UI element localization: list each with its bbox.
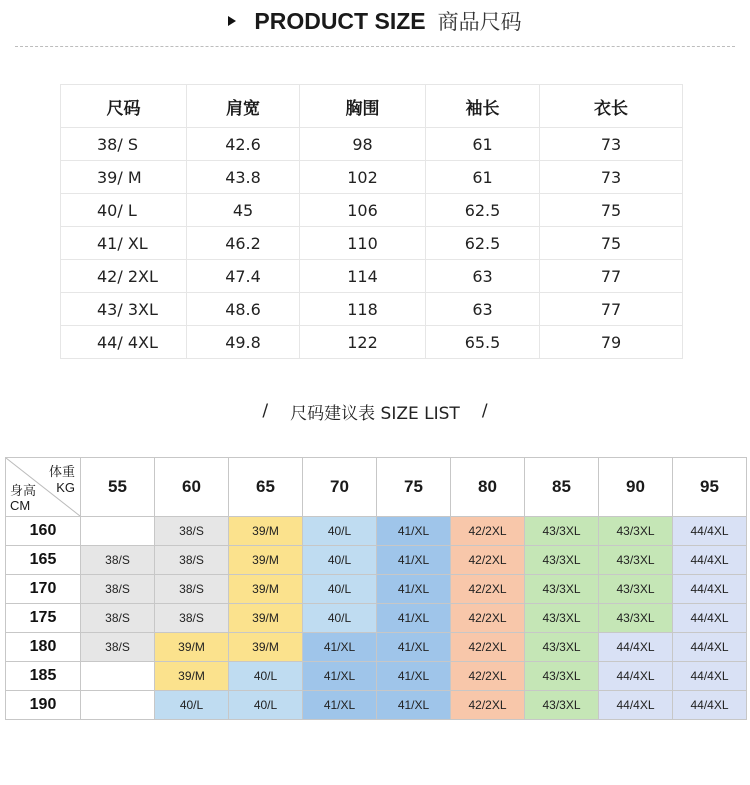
size-suggestion-cell: 41/XL [377,633,451,662]
measure-cell: 73 [540,161,683,194]
measure-cell: 45 [187,194,300,227]
product-table-row [61,227,683,260]
size-recommendation-table [5,457,747,720]
size-suggestion-cell: 38/S [81,546,155,575]
col-header: 袖长 [426,85,540,128]
size-suggestion-cell: 39/M [229,575,303,604]
product-table-row [61,194,683,227]
measure-cell: 77 [540,293,683,326]
weight-header-cell: 90 [599,458,673,517]
play-triangle-icon [228,16,236,26]
size-cell: 44/ 4XL [61,326,187,359]
size-suggestion-cell: 42/2XL [451,662,525,691]
measure-cell: 118 [300,293,426,326]
size-suggestion-cell: 42/2XL [451,575,525,604]
height-cell: 170 [6,575,81,604]
title-chinese: 商品尺码 [437,10,522,34]
measure-cell: 62.5 [426,227,540,260]
size-suggestion-cell: 44/4XL [673,662,747,691]
measure-cell: 65.5 [426,326,540,359]
measure-cell: 75 [540,227,683,260]
size-suggestion-cell: 43/3XL [599,546,673,575]
size-list-body [6,517,747,720]
col-header: 尺码 [61,85,187,128]
measure-cell: 114 [300,260,426,293]
product-table-row [61,260,683,293]
height-cell: 190 [6,691,81,720]
size-suggestion-cell: 44/4XL [673,691,747,720]
size-suggestion-cell: 40/L [303,517,377,546]
product-table-row [61,326,683,359]
measure-cell: 46.2 [187,227,300,260]
size-suggestion-cell: 38/S [81,604,155,633]
size-suggestion-cell: 43/3XL [525,546,599,575]
size-cell: 38/ S [61,128,187,161]
size-suggestion-cell [81,691,155,720]
size-suggestion-cell: 42/2XL [451,691,525,720]
size-suggestion-cell: 42/2XL [451,604,525,633]
size-suggestion-cell: 43/3XL [525,633,599,662]
size-suggestion-cell: 43/3XL [525,691,599,720]
measure-cell: 77 [540,260,683,293]
size-suggestion-cell: 41/XL [377,691,451,720]
weight-header-cell: 75 [377,458,451,517]
weight-header-cell: 85 [525,458,599,517]
weight-header-row [6,458,747,517]
measure-cell: 61 [426,161,540,194]
weight-header-cell: 80 [451,458,525,517]
product-table-body [61,128,683,359]
size-suggestion-cell: 40/L [155,691,229,720]
size-suggestion-cell: 42/2XL [451,517,525,546]
measure-cell: 98 [300,128,426,161]
size-suggestion-cell: 44/4XL [599,633,673,662]
size-cell: 40/ L [61,194,187,227]
size-suggestion-cell: 40/L [303,604,377,633]
measure-cell: 122 [300,326,426,359]
size-suggestion-cell: 44/4XL [599,662,673,691]
weight-label: 体重 [48,465,75,480]
size-cell: 43/ 3XL [61,293,187,326]
size-suggestion-cell: 44/4XL [673,517,747,546]
size-suggestion-cell: 43/3XL [599,517,673,546]
slash-divider: / [262,401,269,421]
product-table-row [61,293,683,326]
size-suggestion-cell [81,517,155,546]
size-suggestion-cell: 41/XL [303,691,377,720]
title-english: PRODUCT SIZE [254,7,426,34]
size-suggestion-cell: 38/S [81,575,155,604]
size-list-row [6,546,747,575]
size-suggestion-cell: 39/M [229,517,303,546]
weight-header-cell: 65 [229,458,303,517]
size-suggestion-cell: 41/XL [303,633,377,662]
measure-cell: 75 [540,194,683,227]
size-list-heading [0,398,750,424]
height-cell: 185 [6,662,81,691]
product-table-row [61,161,683,194]
height-cell: 160 [6,517,81,546]
size-suggestion-cell: 41/XL [377,604,451,633]
size-suggestion-cell: 38/S [155,546,229,575]
size-suggestion-cell: 44/4XL [673,604,747,633]
size-suggestion-cell: 40/L [303,546,377,575]
size-suggestion-cell: 43/3XL [599,575,673,604]
size-suggestion-cell: 42/2XL [451,633,525,662]
size-suggestion-cell: 40/L [229,691,303,720]
size-suggestion-cell: 43/3XL [525,517,599,546]
weight-header-cell: 55 [81,458,155,517]
measure-cell: 42.6 [187,128,300,161]
measure-cell: 110 [300,227,426,260]
size-list-row [6,575,747,604]
size-suggestion-cell: 44/4XL [599,691,673,720]
weight-header-cell: 95 [673,458,747,517]
measure-cell: 106 [300,194,426,227]
size-cell: 41/ XL [61,227,187,260]
measure-cell: 62.5 [426,194,540,227]
size-cell: 42/ 2XL [61,260,187,293]
weight-header-cell: 70 [303,458,377,517]
size-suggestion-cell: 44/4XL [673,546,747,575]
size-suggestion-cell: 43/3XL [599,604,673,633]
size-suggestion-cell: 39/M [155,662,229,691]
product-table-row [61,128,683,161]
height-label: 身高 [10,484,37,499]
size-suggestion-cell: 38/S [155,604,229,633]
size-suggestion-cell: 43/3XL [525,604,599,633]
size-suggestion-cell: 44/4XL [673,575,747,604]
measure-cell: 102 [300,161,426,194]
size-suggestion-cell: 38/S [155,575,229,604]
size-suggestion-cell: 38/S [155,517,229,546]
size-list-row [6,633,747,662]
size-suggestion-cell: 41/XL [377,546,451,575]
weight-header-cell: 60 [155,458,229,517]
size-cell: 39/ M [61,161,187,194]
product-table-header-row [61,85,683,128]
corner-cell [6,458,81,517]
size-suggestion-cell: 43/3XL [525,662,599,691]
size-suggestion-cell: 40/L [229,662,303,691]
height-cell: 175 [6,604,81,633]
size-suggestion-cell: 41/XL [303,662,377,691]
measure-cell: 63 [426,293,540,326]
height-cell: 180 [6,633,81,662]
size-suggestion-cell: 44/4XL [673,633,747,662]
size-suggestion-cell: 39/M [155,633,229,662]
size-list-row [6,691,747,720]
measure-cell: 63 [426,260,540,293]
measure-cell: 48.6 [187,293,300,326]
col-header: 肩宽 [187,85,300,128]
size-suggestion-cell: 39/M [229,604,303,633]
col-header: 衣长 [540,85,683,128]
measure-cell: 43.8 [187,161,300,194]
size-suggestion-cell: 40/L [303,575,377,604]
dashed-divider [15,46,735,47]
size-suggestion-cell: 41/XL [377,517,451,546]
size-suggestion-cell: 38/S [81,633,155,662]
size-suggestion-cell: 41/XL [377,575,451,604]
size-list-row [6,662,747,691]
col-header: 胸围 [300,85,426,128]
measure-cell: 79 [540,326,683,359]
height-unit: CM [10,498,31,513]
size-suggestion-cell: 39/M [229,633,303,662]
size-suggestion-cell: 41/XL [377,662,451,691]
size-suggestion-cell: 42/2XL [451,546,525,575]
size-suggestion-cell [81,662,155,691]
product-size-table [60,84,683,359]
measure-cell: 49.8 [187,326,300,359]
measure-cell: 73 [540,128,683,161]
size-list-row [6,604,747,633]
size-list-title: 尺码建议表 SIZE LIST [290,403,460,424]
size-suggestion-cell: 43/3XL [525,575,599,604]
page-header [0,6,750,36]
measure-cell: 47.4 [187,260,300,293]
weight-unit: KG [56,480,75,495]
height-cell: 165 [6,546,81,575]
size-suggestion-cell: 39/M [229,546,303,575]
measure-cell: 61 [426,128,540,161]
slash-divider: / [481,401,488,421]
size-list-row [6,517,747,546]
